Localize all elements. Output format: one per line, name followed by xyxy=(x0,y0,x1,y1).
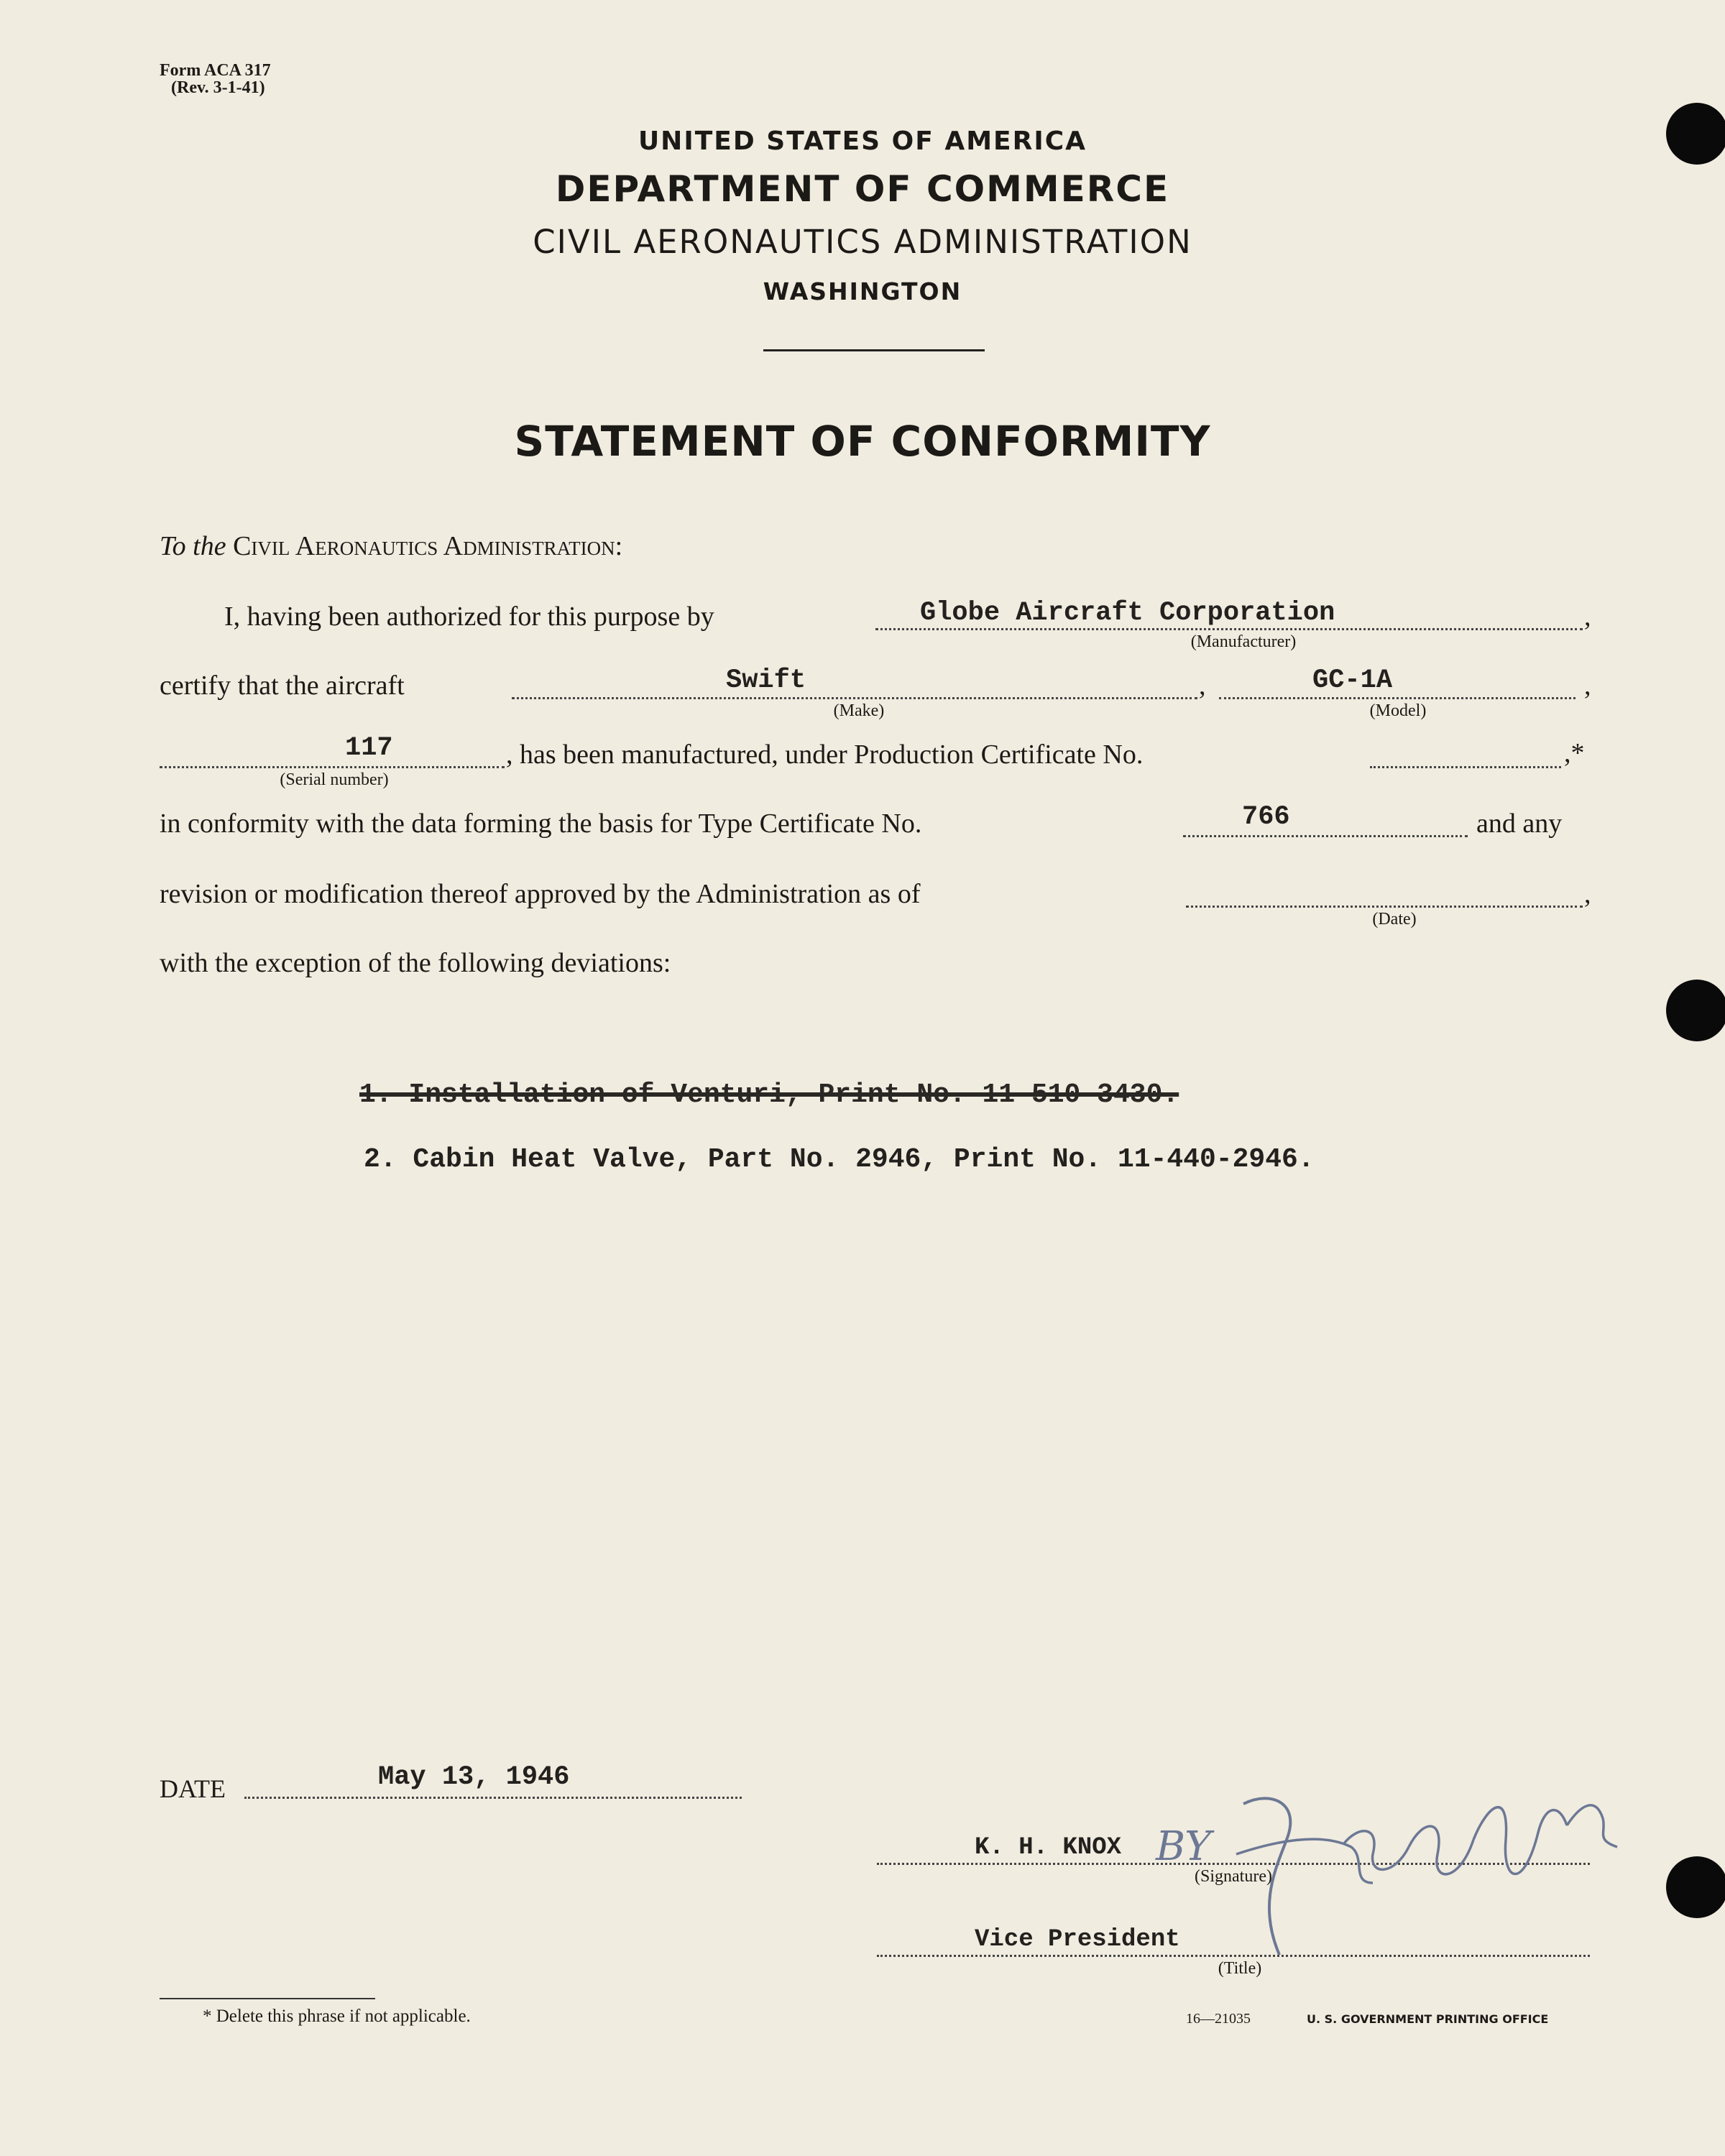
body-line-5: revision or modification thereof approved by the Administration as of xyxy=(160,879,921,909)
body-line-2: certify that the aircraft xyxy=(160,671,405,701)
header-rule xyxy=(763,349,985,351)
type-certificate-value[interactable]: 766 xyxy=(1242,802,1290,832)
body-line-4-suffix: and any xyxy=(1476,808,1563,839)
make-comma: , xyxy=(1199,671,1206,701)
approval-date-caption: (Date) xyxy=(1372,910,1417,929)
body-line-4: in conformity with the data forming the basis for Type Certificate No. xyxy=(160,808,922,839)
manufacturer-line xyxy=(875,628,1583,630)
binder-hole-bottom xyxy=(1666,1856,1725,1918)
print-code: 16—21035 xyxy=(1186,2011,1251,2027)
manufacturer-caption: (Manufacturer) xyxy=(1190,632,1297,651)
page-title: STATEMENT OF CONFORMITY xyxy=(514,417,1211,466)
form-number-line: Form ACA 317 xyxy=(160,61,271,80)
approval-date-line xyxy=(1186,906,1583,908)
header-administration: CIVIL AERONAUTICS ADMINISTRATION xyxy=(533,223,1192,261)
deviation-item-1: 1. Installation of Venturi, Print No. 11-510-3430. xyxy=(359,1079,1179,1110)
make-line xyxy=(512,697,1197,699)
binder-hole-middle xyxy=(1666,980,1725,1041)
form-revision-line: (Rev. 3-1-41) xyxy=(171,78,265,97)
production-certificate-line xyxy=(1370,766,1561,768)
serial-caption: (Serial number) xyxy=(280,770,389,789)
date-label: DATE xyxy=(160,1774,226,1803)
signature-caption: (Signature) xyxy=(1195,1867,1272,1886)
title-value[interactable]: Vice President xyxy=(975,1926,1180,1953)
salutation xyxy=(160,530,622,562)
serial-value[interactable]: 117 xyxy=(345,733,393,763)
deviation-item-2: 2. Cabin Heat Valve, Part No. 2946, Print No. 11-440-2946. xyxy=(364,1144,1315,1175)
body-line-3: , has been manufactured, under Production Certificate No. xyxy=(506,740,1144,770)
model-caption: (Model) xyxy=(1369,701,1427,720)
date-value[interactable]: May 13, 1946 xyxy=(378,1762,570,1792)
body-line-6: with the exception of the following deviations: xyxy=(160,948,671,978)
model-comma: , xyxy=(1584,671,1591,701)
footnote-rule xyxy=(160,1998,375,1999)
handwritten-signature xyxy=(1136,1775,1639,1962)
serial-line xyxy=(160,766,505,768)
salutation-colon: : xyxy=(615,531,623,561)
signature-name[interactable]: K. H. KNOX xyxy=(975,1834,1122,1861)
date-line xyxy=(244,1797,742,1799)
make-caption: (Make) xyxy=(833,701,885,720)
type-certificate-line xyxy=(1183,835,1468,837)
make-value[interactable]: Swift xyxy=(726,665,806,696)
form-number xyxy=(160,62,271,96)
title-caption: (Title) xyxy=(1218,1959,1262,1978)
body-line-1: I, having been authorized for this purpose by xyxy=(224,602,714,632)
handwritten-initials: BY xyxy=(1156,1823,1212,1870)
footnote: * Delete this phrase if not applicable. xyxy=(203,2007,471,2026)
line3-comma-star: ,* xyxy=(1564,738,1585,768)
model-value[interactable]: GC-1A xyxy=(1312,665,1393,696)
title-line xyxy=(877,1955,1590,1957)
line1-comma: , xyxy=(1584,602,1591,632)
header-country: UNITED STATES OF AMERICA xyxy=(638,126,1087,156)
manufacturer-value[interactable]: Globe Aircraft Corporation xyxy=(920,598,1335,628)
printer-credit: U. S. GOVERNMENT PRINTING OFFICE xyxy=(1307,2012,1549,2026)
header-department: DEPARTMENT OF COMMERCE xyxy=(555,168,1170,210)
salutation-recipient: Civil Aeronautics Administration xyxy=(233,531,615,561)
model-line xyxy=(1219,697,1576,699)
header-city: WASHINGTON xyxy=(763,277,962,305)
salutation-to: To the xyxy=(160,531,226,561)
line5-comma: , xyxy=(1584,879,1591,909)
